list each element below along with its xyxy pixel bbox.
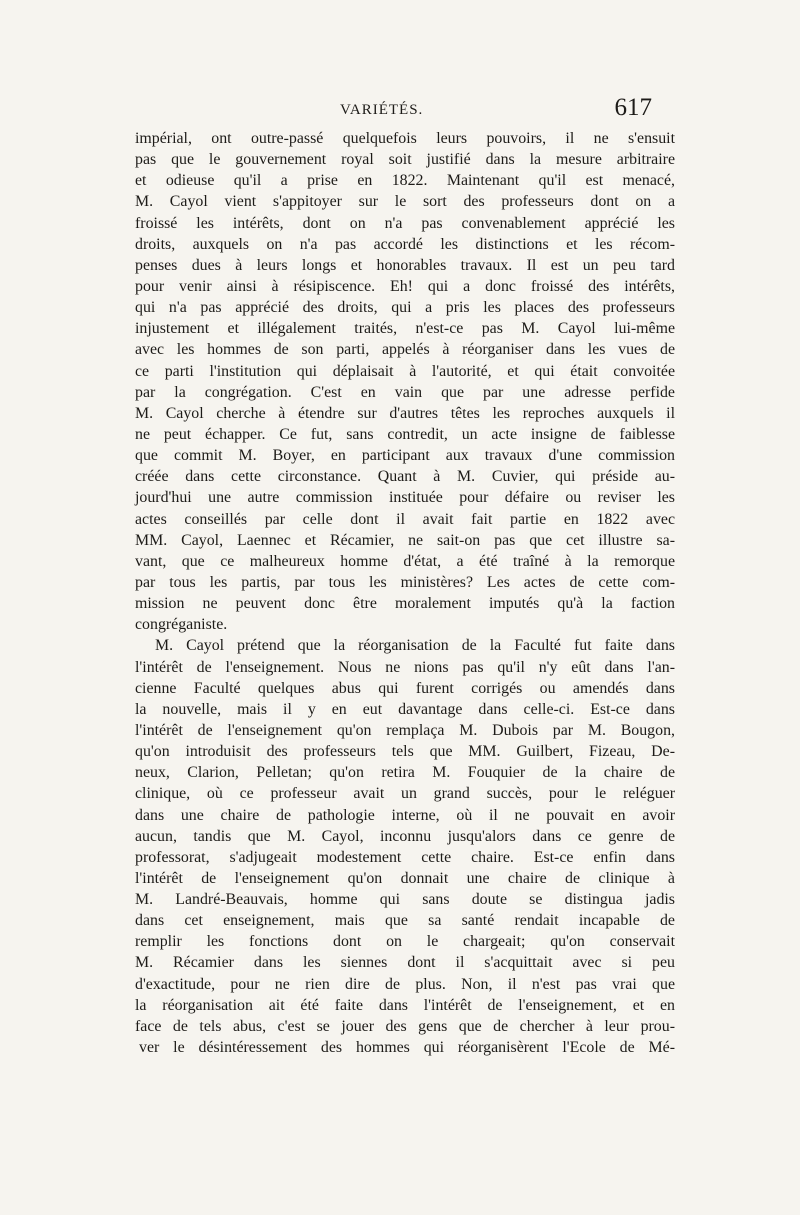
text-line: d'exactitude, pour ne rien dire de plus. Non, il n'est pas vrai que <box>135 975 675 993</box>
running-title: VARIÉTÉS. <box>340 102 424 118</box>
text-line: M. Cayol cherche à étendre sur d'autres têtes les reproches auxquels il <box>135 404 675 422</box>
text-line: mission ne peuvent donc être moralement imputés qu'à la faction <box>135 595 675 613</box>
text-line: qui n'a pas apprécié des droits, qui a pris les places des professeurs <box>135 299 675 317</box>
text-line: droits, auxquels on n'a pas accordé les distinctions et les récom- <box>135 235 675 253</box>
paragraph-2 <box>135 635 675 1058</box>
text-line: l'intérêt de l'enseignement qu'on donnait une chaire de clinique à <box>135 869 675 887</box>
text-line: dans cet enseignement, mais que sa santé rendait incapable de <box>135 912 675 930</box>
text-line: ne peut échapper. Ce fut, sans contredit, un acte insigne de faiblesse <box>135 425 675 443</box>
text-line: la nouvelle, mais il y en eut davantage dans celle-ci. Est-ce dans <box>135 700 675 718</box>
paragraph-1 <box>135 128 675 635</box>
page-number: 617 <box>614 94 652 121</box>
text-line: face de tels abus, c'est se jouer des gens que de chercher à leur prou- <box>135 1017 675 1035</box>
text-line: dans une chaire de pathologie interne, où il ne pouvait en avoir <box>135 806 675 824</box>
text-line: injustement et illégalement traités, n'est-ce pas M. Cayol lui-même <box>135 320 675 338</box>
text-line: actes conseillés par celle dont il avait fait partie en 1822 avec <box>135 510 675 528</box>
text-line: que commit M. Boyer, en participant aux travaux d'une commission <box>135 447 675 465</box>
text-line: M. Landré-Beauvais, homme qui sans doute se distingua jadis <box>135 891 675 909</box>
text-line: l'intérêt de l'enseignement. Nous ne nions pas qu'il n'y eût dans l'an- <box>135 658 675 676</box>
text-line: MM. Cayol, Laennec et Récamier, ne sait-on pas que cet illustre sa- <box>135 531 675 549</box>
text-line: M. Cayol prétend que la réorganisation de la Faculté fut faite dans <box>155 637 675 655</box>
text-line: avec les hommes de son parti, appelés à réorganiser dans les vues de <box>135 341 675 359</box>
body-text <box>135 128 675 1058</box>
text-line: clinique, où ce professeur avait un grand succès, pour le reléguer <box>135 785 675 803</box>
running-head <box>135 96 660 126</box>
text-line: professorat, s'adjugeait modestement cette chaire. Est-ce enfin dans <box>135 848 675 866</box>
text-line: froissé les intérêts, dont on n'a pas convenablement apprécié les <box>135 214 675 232</box>
text-line: neux, Clarion, Pelletan; qu'on retira M. Fouquier de la chaire de <box>135 764 675 782</box>
text-line: l'intérêt de l'enseignement qu'on remplaça M. Dubois par M. Bougon, <box>135 721 675 739</box>
text-line: congréganiste. <box>135 616 228 634</box>
text-line: par la congrégation. C'est en vain que par une adresse perfide <box>135 383 675 401</box>
text-line: aucun, tandis que M. Cayol, inconnu jusqu'alors dans ce genre de <box>135 827 675 845</box>
text-line: remplir les fonctions dont on le chargeait; qu'on conservait <box>135 933 675 951</box>
text-line: cienne Faculté quelques abus qui furent corrigés ou amendés dans <box>135 679 675 697</box>
text-line: créée dans cette circonstance. Quant à M. Cuvier, qui préside au- <box>135 468 675 486</box>
text-line: par tous les partis, par tous les ministères? Les actes de cette com- <box>135 573 675 591</box>
text-line: pas que le gouvernement royal soit justifié dans la mesure arbitraire <box>135 151 675 169</box>
text-line: penses dues à leurs longs et honorables travaux. Il est un peu tard <box>135 256 675 274</box>
text-line: M. Cayol vient s'appitoyer sur le sort des professeurs dont on a <box>135 193 675 211</box>
text-line: impérial, ont outre-passé quelquefois leurs pouvoirs, il ne s'ensuit <box>135 130 675 147</box>
text-line: vant, que ce malheureux homme d'état, a été traîné à la remorque <box>135 552 675 570</box>
text-line: et odieuse qu'il a prise en 1822. Maintenant qu'il est menacé, <box>135 172 675 190</box>
text-line: ce parti l'institution qui déplaisait à l'autorité, et qui était convoitée <box>135 362 675 380</box>
text-line: jourd'hui une autre commission instituée pour défaire ou reviser les <box>135 489 675 507</box>
text-line: qu'on introduisit des professeurs tels que MM. Guilbert, Fizeau, De- <box>135 743 675 761</box>
text-line: M. Récamier dans les siennes dont il s'acquittait avec si peu <box>135 954 675 972</box>
text-line: pour venir ainsi à résipiscence. Eh! qui a donc froissé des intérêts, <box>135 277 675 295</box>
text-line: la réorganisation ait été faite dans l'intérêt de l'enseignement, et en <box>135 996 675 1014</box>
text-line: ver le désintéressement des hommes qui réorganisèrent l'Ecole de Mé- <box>139 1039 675 1057</box>
